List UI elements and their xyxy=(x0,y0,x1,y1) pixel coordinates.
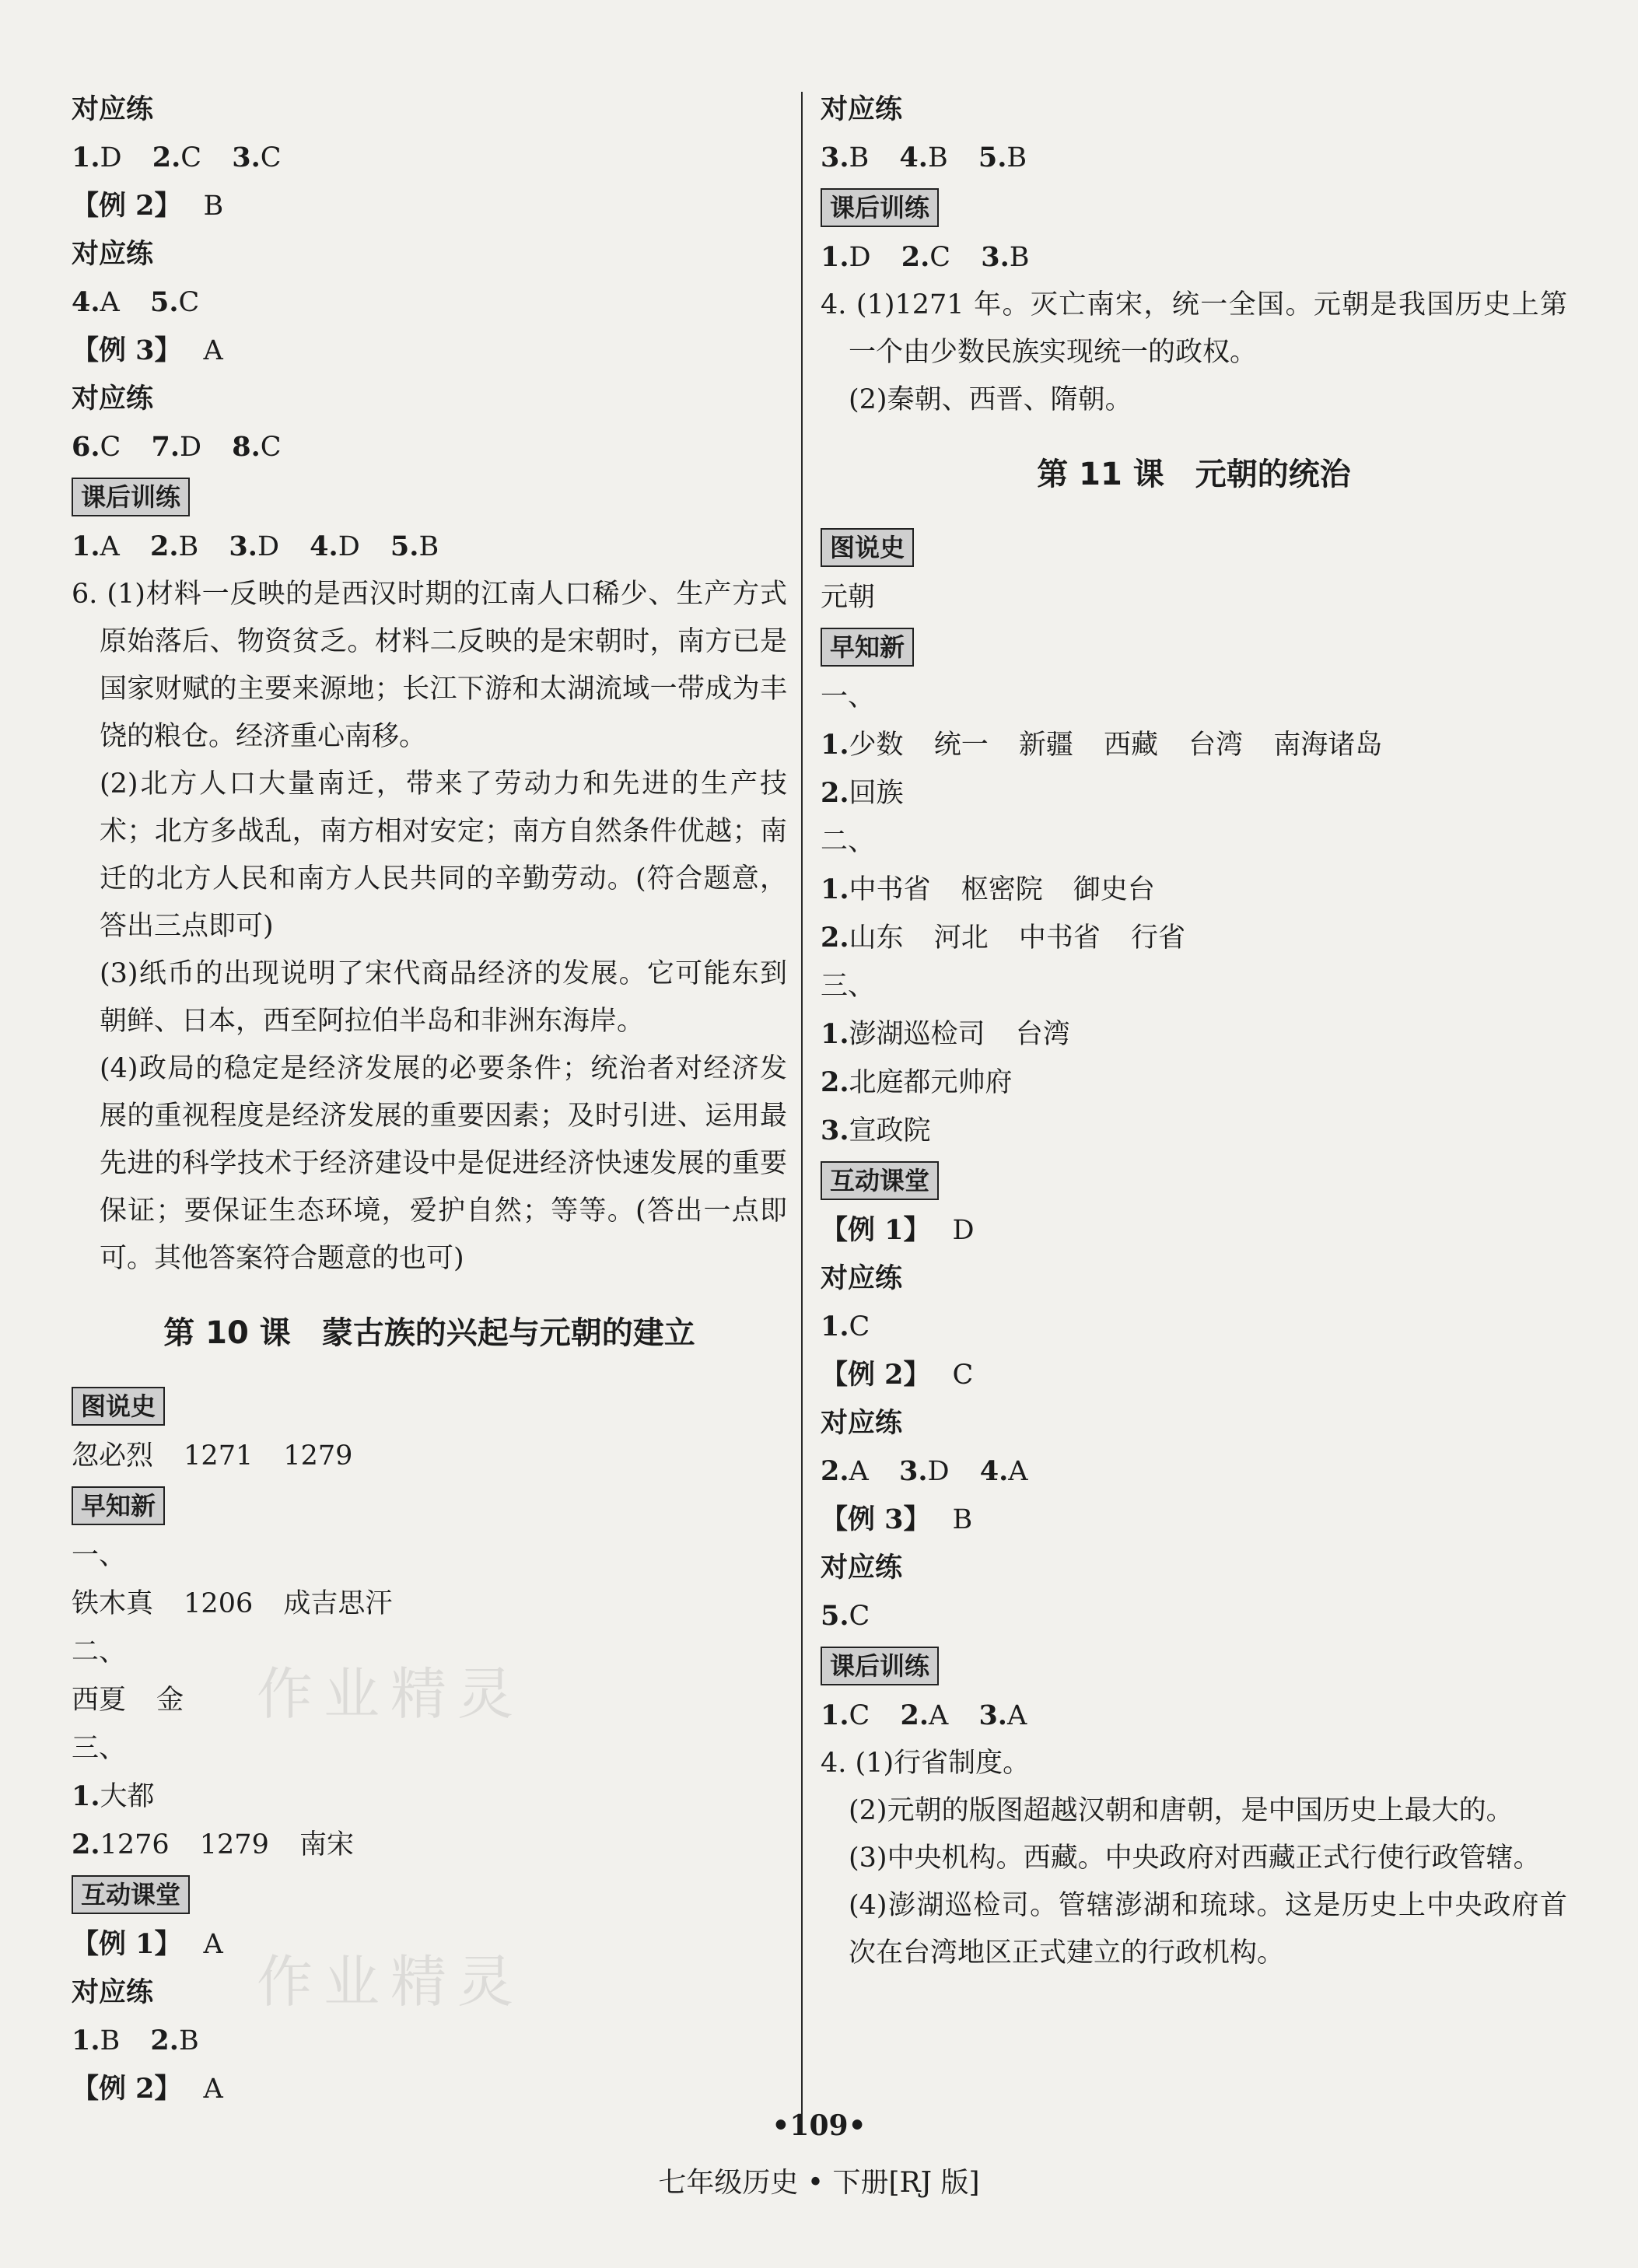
answer-paragraph: 6. (1)材料一反映的是西汉时期的江南人口稀少、生产方式原始落后、物资贫乏。材料二反映的是宋朝时，南方已是国家财赋的主要来源地；长江下游和太湖流域一带成为丰饶的粮仓。经济重心南移。 xyxy=(72,579,787,752)
exercise-heading: 对应练 xyxy=(72,238,154,270)
answer: B xyxy=(178,2025,199,2056)
answer-line: 元朝 xyxy=(821,582,876,613)
q-number: 3. xyxy=(981,241,1010,273)
answer: 山东 xyxy=(849,922,904,954)
answer: B xyxy=(418,531,439,562)
exercise-heading: 对应练 xyxy=(821,1407,903,1439)
section-label: 早知新 xyxy=(821,628,914,667)
answer-paragraph: 4. (1)1271 年。灭亡南宋，统一全国。元朝是我国历史上第一个由少数民族实现统一的政权。 xyxy=(821,289,1567,368)
answer: A xyxy=(203,2074,223,2105)
lesson-title: 第 10 课 蒙古族的兴起与元朝的建立 xyxy=(163,1315,695,1351)
watermark: 作业精灵 xyxy=(257,1661,525,1727)
q-number: 2. xyxy=(150,2025,179,2056)
answer-line xyxy=(821,1010,1567,1059)
answer: C xyxy=(849,1311,870,1342)
q-number: 4. xyxy=(310,530,338,562)
answer: 少数 xyxy=(849,730,904,761)
answer: 1276 xyxy=(100,1829,170,1860)
answer-line xyxy=(821,1107,1567,1155)
answer-paragraph: (3)中央机构。西藏。中央政府对西藏正式行使行政管辖。 xyxy=(849,1843,1541,1874)
part-heading: 二、 xyxy=(72,1636,127,1668)
answer: C xyxy=(929,242,951,273)
part-heading: 二、 xyxy=(821,826,876,857)
section-label: 互动课堂 xyxy=(821,1161,939,1200)
answer: 1271 xyxy=(184,1440,254,1472)
answer-line xyxy=(72,278,787,327)
answer-line xyxy=(821,134,1567,182)
answer: A xyxy=(1006,1700,1027,1731)
answer: D xyxy=(849,242,871,273)
q-number: 3. xyxy=(229,530,257,562)
answer: 北庭都元帅府 xyxy=(849,1067,1013,1098)
q-number: 2. xyxy=(821,1066,849,1098)
answer: 南海诸岛 xyxy=(1273,730,1383,761)
answer: 大都 xyxy=(100,1781,155,1812)
exercise-heading: 对应练 xyxy=(821,1262,903,1294)
column-divider xyxy=(801,92,803,2114)
part-heading: 一、 xyxy=(72,1540,127,1571)
q-number: 2. xyxy=(821,777,849,809)
answer: D xyxy=(927,1456,950,1487)
answer: 成吉思汗 xyxy=(283,1588,393,1619)
answer: 澎湖巡检司 xyxy=(849,1019,985,1050)
q-number: 3. xyxy=(232,142,261,173)
answer-line xyxy=(72,1432,787,1480)
q-number: 5. xyxy=(390,530,419,562)
example-line xyxy=(72,327,787,375)
answer: 行省 xyxy=(1131,922,1186,954)
q-number: 1. xyxy=(821,1699,849,1731)
q-number: 1. xyxy=(72,142,100,173)
example-line xyxy=(821,1351,1567,1399)
answer: C xyxy=(178,287,200,318)
q-number: 5. xyxy=(821,1600,849,1632)
q-number: 6. xyxy=(72,431,100,463)
example-label: 【例 2】 xyxy=(72,2073,182,2105)
q-number: 3. xyxy=(821,1115,849,1146)
answer: A xyxy=(100,287,120,318)
answer: C xyxy=(180,142,202,173)
answer-line xyxy=(821,769,1567,817)
answer: D xyxy=(100,142,122,173)
answer: 枢密院 xyxy=(961,874,1043,905)
right-column xyxy=(821,86,1567,1977)
answer: C xyxy=(100,432,121,463)
answer: A xyxy=(1008,1456,1028,1487)
example-label: 【例 3】 xyxy=(821,1503,931,1535)
lesson-title: 第 11 课 元朝的统治 xyxy=(1037,457,1351,492)
q-number: 2. xyxy=(821,1455,849,1487)
answer-line xyxy=(72,1580,787,1628)
answer-line xyxy=(821,1447,1567,1496)
q-number: 4. xyxy=(979,1455,1009,1487)
answer: 中书省 xyxy=(849,874,931,905)
answer: 南宋 xyxy=(299,1829,354,1860)
answer-line xyxy=(821,914,1567,962)
q-number: 8. xyxy=(232,431,261,463)
q-number: 3. xyxy=(821,142,849,173)
answer: 西藏 xyxy=(1104,730,1159,761)
answer: A xyxy=(203,1929,223,1960)
q-number: 7. xyxy=(151,431,180,463)
answer-line xyxy=(821,1059,1567,1107)
answer: 统一 xyxy=(933,730,989,761)
q-number: 2. xyxy=(72,1829,100,1860)
example-line xyxy=(72,2065,787,2113)
q-number: 1. xyxy=(821,873,849,905)
answer-line xyxy=(821,721,1567,769)
q-number: 5. xyxy=(978,142,1007,173)
answer: B xyxy=(927,142,948,173)
example-label: 【例 1】 xyxy=(821,1214,931,1246)
example-line xyxy=(821,1496,1567,1544)
answer-line xyxy=(72,1773,787,1821)
answer: 西夏 xyxy=(72,1685,127,1716)
answer: 宣政院 xyxy=(849,1115,931,1146)
q-number: 1. xyxy=(72,1780,100,1812)
q-number: 4. xyxy=(72,286,100,318)
part-heading: 三、 xyxy=(72,1733,127,1764)
page-number: •109• xyxy=(772,2109,866,2142)
answer: B xyxy=(100,2025,121,2056)
answer-line xyxy=(821,233,1567,282)
section-label: 课后训练 xyxy=(72,478,190,516)
answer-line xyxy=(821,866,1567,914)
q-number: 1. xyxy=(821,1018,849,1050)
example-line xyxy=(821,1206,1567,1255)
answer-line xyxy=(72,523,787,571)
example-label: 【例 1】 xyxy=(72,1928,182,1960)
answer-line xyxy=(72,134,787,182)
answer: B xyxy=(203,191,224,222)
q-number: 1. xyxy=(72,2025,100,2056)
answer: 台湾 xyxy=(1015,1019,1070,1050)
section-label: 课后训练 xyxy=(821,1647,939,1685)
q-number: 3. xyxy=(898,1455,928,1487)
answer: C xyxy=(849,1601,870,1632)
q-number: 1. xyxy=(72,530,100,562)
answer-paragraph: 4. (1)行省制度。 xyxy=(821,1748,1031,1779)
q-number: 1. xyxy=(821,241,849,273)
answer: 1279 xyxy=(199,1829,269,1860)
answer-paragraph: (2)秦朝、西晋、隋朝。 xyxy=(849,384,1132,415)
answer: C xyxy=(260,432,282,463)
answer: A xyxy=(929,1700,949,1731)
answer-paragraph: (4)政局的稳定是经济发展的必要条件；统治者对经济发展的重视程度是经济发展的重要因素；及时引进、运用最先进的科学技术于经济建设中是促进经济快速发展的重要保证；要保证生态环境，爱护自然；等等。(答出一点即可。其他答案符合题意的也可) xyxy=(100,1053,787,1274)
answer-line xyxy=(72,2017,787,2065)
example-label: 【例 2】 xyxy=(72,190,182,222)
exercise-heading: 对应练 xyxy=(821,1552,903,1584)
answer-paragraph: (3)纸币的出现说明了宋代商品经济的发展。它可能东到朝鲜、日本，西至阿拉伯半岛和非洲东海岸。 xyxy=(100,958,787,1037)
answer: B xyxy=(178,531,199,562)
answer: A xyxy=(203,335,223,366)
q-number: 1. xyxy=(821,729,849,761)
q-number: 2. xyxy=(152,142,181,173)
answer: 金 xyxy=(156,1685,184,1716)
section-label: 图说史 xyxy=(821,528,914,567)
answer-paragraph: (2)元朝的版图超越汉朝和唐朝，是中国历史上最大的。 xyxy=(849,1795,1514,1826)
answer: B xyxy=(1009,242,1030,273)
answer: A xyxy=(849,1456,869,1487)
answer: 忽必烈 xyxy=(72,1440,154,1472)
section-label: 互动课堂 xyxy=(72,1875,190,1914)
answer-line xyxy=(72,423,787,471)
section-label: 图说史 xyxy=(72,1387,165,1426)
answer: 台湾 xyxy=(1188,730,1244,761)
answer: D xyxy=(952,1215,975,1246)
answer: D xyxy=(180,432,202,463)
answer: 御史台 xyxy=(1073,874,1155,905)
answer: C xyxy=(952,1360,974,1391)
answer: 河北 xyxy=(933,922,989,954)
q-number: 1. xyxy=(821,1311,849,1342)
example-line xyxy=(72,182,787,230)
answer-paragraph: (4)澎湖巡检司。管辖澎湖和琉球。这是历史上中央政府首次在台湾地区正式建立的行政机构。 xyxy=(849,1890,1567,1969)
answer: 1206 xyxy=(184,1588,254,1619)
answer: 铁木真 xyxy=(72,1588,154,1619)
answer: A xyxy=(100,531,120,562)
answer: 中书省 xyxy=(1018,922,1101,954)
q-number: 5. xyxy=(149,286,179,318)
exercise-heading: 对应练 xyxy=(72,1976,154,2008)
answer: 新疆 xyxy=(1018,730,1073,761)
q-number: 4. xyxy=(899,142,928,173)
example-label: 【例 3】 xyxy=(72,334,182,366)
part-heading: 三、 xyxy=(821,971,876,1002)
q-number: 2. xyxy=(821,922,849,954)
exercise-heading: 对应练 xyxy=(72,383,154,415)
section-label: 早知新 xyxy=(72,1486,165,1525)
answer: D xyxy=(338,531,360,562)
answer: D xyxy=(257,531,279,562)
answer-line xyxy=(72,1821,787,1869)
answer-line xyxy=(821,1592,1567,1640)
answer: 回族 xyxy=(849,778,904,809)
exercise-heading: 对应练 xyxy=(72,93,154,125)
q-number: 2. xyxy=(900,1699,929,1731)
part-heading: 一、 xyxy=(821,681,876,712)
answer-line xyxy=(821,1692,1567,1740)
answer: B xyxy=(849,142,870,173)
q-number: 2. xyxy=(149,530,179,562)
watermark: 作业精灵 xyxy=(257,1949,525,2014)
exercise-heading: 对应练 xyxy=(821,93,903,125)
answer-paragraph: (2)北方人口大量南迁，带来了劳动力和先进的生产技术；北方多战乱，南方相对安定；南方自然条件优越；南迁的北方人民和南方人民共同的辛勤劳动。(符合题意，答出三点即可) xyxy=(100,768,787,942)
answer: 1279 xyxy=(283,1440,353,1472)
q-number: 2. xyxy=(901,241,930,273)
left-column xyxy=(72,86,787,2113)
answer: C xyxy=(260,142,282,173)
example-label: 【例 2】 xyxy=(821,1359,931,1391)
answer: C xyxy=(849,1700,870,1731)
book-info: 七年级历史 • 下册[RJ 版] xyxy=(658,2167,980,2199)
answer-line xyxy=(821,1303,1567,1351)
answer: B xyxy=(952,1504,973,1535)
q-number: 3. xyxy=(978,1699,1007,1731)
answer: B xyxy=(1006,142,1027,173)
section-label: 课后训练 xyxy=(821,188,939,227)
